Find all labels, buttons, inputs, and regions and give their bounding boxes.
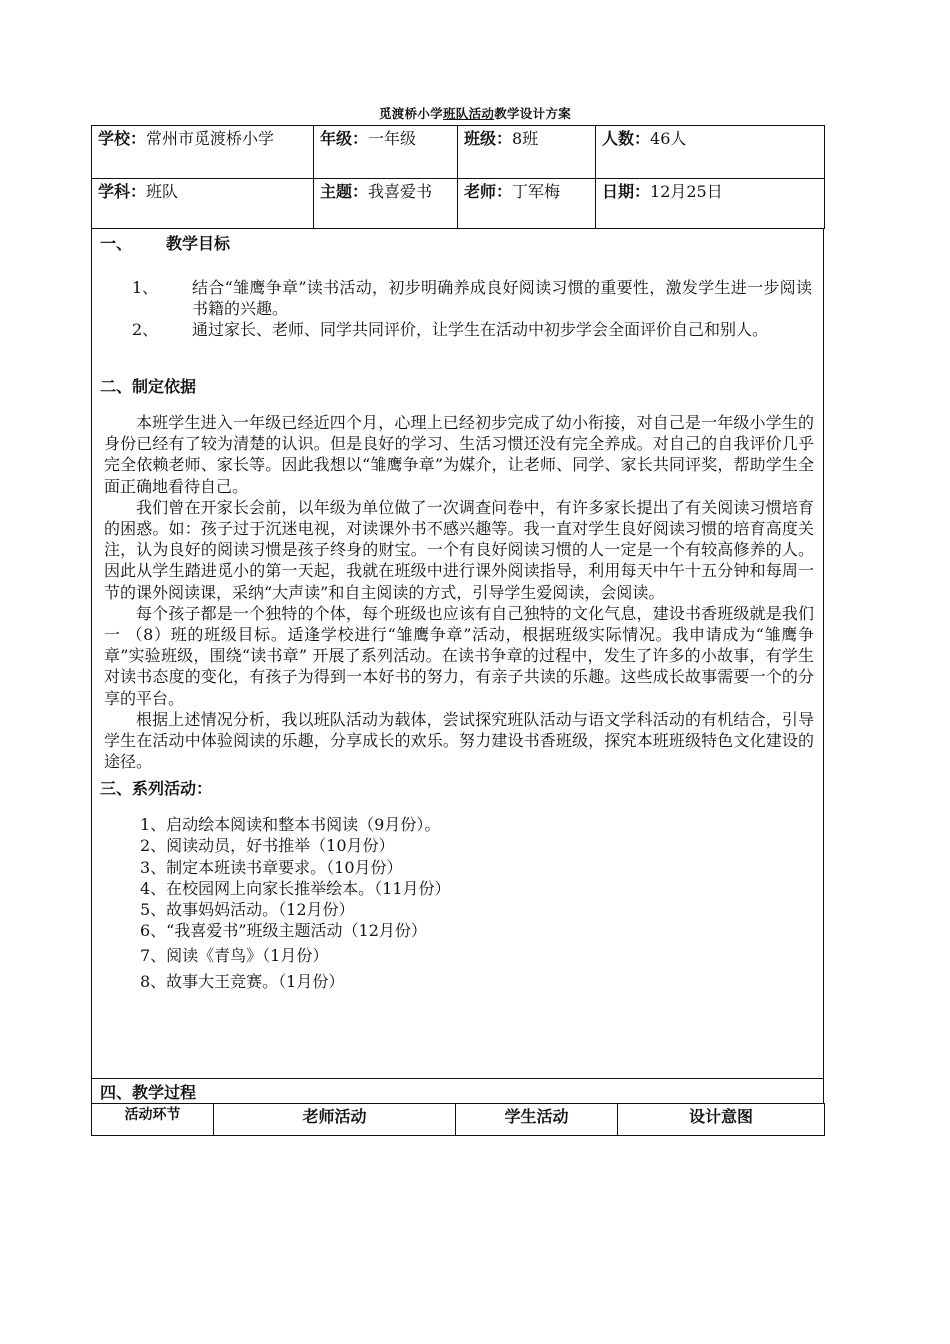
class-cell xyxy=(458,126,596,179)
basis-heading: 二、制定依据 xyxy=(100,377,197,396)
theme-cell xyxy=(314,179,458,229)
activities-list xyxy=(140,814,451,992)
goal-item xyxy=(132,277,812,319)
date-value: 12月25日 xyxy=(650,182,723,201)
activity-item: 8、故事大王竞赛。（1月份） xyxy=(140,972,345,992)
basis-paragraph: 我们曾在开家长会前，以年级为单位做了一次调查问卷中，有许多家长提出了有关阅读习惯培育的困惑。如：孩子过于沉迷电视，对读课外书不感兴趣等。我一直对学生良好阅读习惯的培育高度关注，认为良好的阅读习惯是孩子终身的财宝。一个有良好阅读习惯的人一定是一个有较高修养的人。因此从学生踏进觅小的第一天起，我就在班级中进行课外阅读指导，利用每天中午十五分钟和每周一节的课外阅读课，采纳“大声读”和自主阅读的方式，引导学生爱阅读，会阅读。 xyxy=(104,497,814,602)
basis-paragraph: 根据上述情况分析，我以班队活动为载体，尝试探究班队活动与语文学科活动的有机结合，引导学生在活动中体验阅读的乐趣，分享成长的欢乐。努力建设书香班级，探究本班班级特色文化建设的途径。 xyxy=(104,709,814,772)
school-label: 学校： xyxy=(98,129,147,148)
goals-heading xyxy=(100,231,230,254)
basis-paragraph: 本班学生进入一年级已经近四个月，心理上已经初步完成了幼小衔接，对自己是一年级小学生的身份已经有了较为清楚的认识。但是良好的学习、生活习惯还没有完全养成。对自己的自我评价几乎完全依赖老师、家长等。因此我想以“雏鹰争章”为媒介，让老师、同学、家长共同评奖，帮助学生全面正确地看待自己。 xyxy=(104,413,814,496)
activity-item: 6、“我喜爱书”班级主题活动（12月份） xyxy=(140,921,427,941)
goals-heading-num: 一、 xyxy=(100,234,133,253)
date-label: 日期： xyxy=(602,182,651,201)
column-header: 设计意图 xyxy=(618,1104,825,1136)
grade-cell xyxy=(314,126,458,179)
process-heading: 四、教学过程 xyxy=(100,1083,197,1102)
date-cell xyxy=(596,179,825,229)
activities-heading: 三、系列活动： xyxy=(100,779,213,798)
activity-item: 1、启动绘本阅读和整本书阅读（9月份）。 xyxy=(140,815,441,834)
process-heading-row xyxy=(91,1078,824,1103)
class-value: 8班 xyxy=(512,129,539,148)
activity-item: 7、阅读《青鸟》（1月份） xyxy=(140,945,329,965)
count-value: 46人 xyxy=(650,129,687,148)
goals-heading-text: 教学目标 xyxy=(166,234,231,253)
theme-label: 主题： xyxy=(320,182,369,201)
school-value: 常州市觅渡桥小学 xyxy=(146,129,275,148)
activity-item: 5、故事妈妈活动。（12月份） xyxy=(140,900,355,920)
goal-text: 结合“雏鹰争章”读书活动，初步明确养成良好阅读习惯的重要性，激发学生进一步阅读书籍的兴趣。 xyxy=(192,278,812,318)
basis-text xyxy=(104,412,814,772)
subject-cell xyxy=(92,179,314,229)
count-label: 人数： xyxy=(602,129,651,148)
count-cell xyxy=(596,126,825,179)
document-title xyxy=(0,104,950,122)
goal-text: 通过家长、老师、同学共同评价，让学生在活动中初步学会全面评价自己和别人。 xyxy=(192,320,769,339)
plan-body xyxy=(91,228,824,1078)
column-header: 老师活动 xyxy=(214,1104,456,1136)
school-cell xyxy=(92,126,314,179)
class-label: 班级： xyxy=(464,129,513,148)
title-prefix: 觅渡桥小学 xyxy=(378,106,443,121)
column-header: 活动环节 xyxy=(92,1104,214,1136)
process-table xyxy=(91,1103,825,1136)
grade-label: 年级： xyxy=(320,129,369,148)
teacher-label: 老师： xyxy=(464,182,513,201)
activity-item: 4、在校园网上向家长推举绘本。（11月份） xyxy=(140,878,451,898)
theme-value: 我喜爱书 xyxy=(368,182,433,201)
goal-num: 2、 xyxy=(132,320,159,339)
basis-paragraph: 每个孩子都是一个独特的个体，每个班级也应该有自己独特的文化气息，建设书香班级就是我们一 （8）班的班级目标。适逢学校进行“雏鹰争章”活动，根据班级实际情况。我申请成为“雏鹰争章”实验班级，围绕“读书章” 开展了系列活动。在读书争章的过程中，发生了许多的小故事，有学生对读书态度的变化，有孩子为得到一本好书的努力，有亲子共读的乐趣。这些成长故事需要一个的分享的平台。 xyxy=(104,603,814,708)
teacher-cell xyxy=(458,179,596,229)
title-underlined: 班队活动 xyxy=(443,106,495,121)
activity-item: 3、制定本班读书章要求。（10月份） xyxy=(140,857,403,877)
goal-item xyxy=(132,319,812,340)
subject-label: 学科： xyxy=(98,182,147,201)
activity-item: 2、阅读动员，好书推举（10月份） xyxy=(140,836,395,856)
info-table xyxy=(91,125,825,229)
subject-value: 班队 xyxy=(146,182,179,201)
column-header: 学生活动 xyxy=(456,1104,618,1136)
goal-num: 1、 xyxy=(132,278,159,297)
grade-value: 一年级 xyxy=(368,129,417,148)
teacher-value: 丁军梅 xyxy=(512,182,561,201)
title-suffix: 教学设计方案 xyxy=(494,106,572,121)
